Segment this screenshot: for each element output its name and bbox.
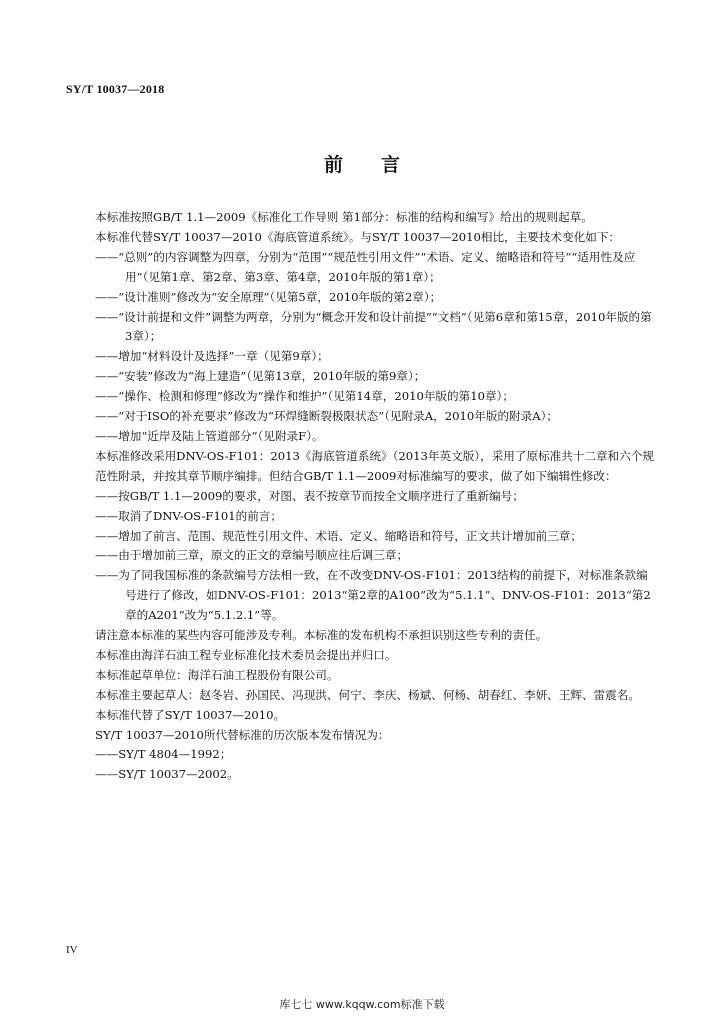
paragraph: ——增加“材料设计及选择”一章（见第9章）； [95,349,329,364]
page-title: 前言 [323,154,438,176]
paragraph: ——“安装”修改为“海上建造”（见第13章，2010年版的第9章）； [95,369,426,384]
paragraph: 本标准代替了SY/T 10037—2010。 [95,707,286,722]
paragraph: ——按GB/T 1.1—2009的要求，对图、表不按章节而按全文顺序进行了重新编号； [95,488,524,503]
paragraph: 本标准代替SY/T 10037—2010《海底管道系统》。与SY/T 10037—2010相比，主要技术变化如下： [95,229,621,244]
watermark-footer: 库七七 www.kqqw.com标准下载 [279,998,445,1011]
document-body [95,208,655,785]
paragraph: ——“设计前提和文件”调整为两章，分别为“概念开发和设计前提”“文档”（见第6章和第15章，2010年版的第3章）； [95,309,652,344]
paragraph: ——增加了前言、范围、规范性引用文件、术语、定义、缩略语和符号，正文共计增加前三章； [95,528,582,543]
paragraph: 本标准起草单位：海洋石油工程股份有限公司。 [95,667,339,682]
paragraph: ——“对于ISO的补充要求”修改为“环焊缝断裂极限状态”（见附录A，2010年版的附录A）； [95,409,558,424]
paragraph: 请注意本标准的某些内容可能涉及专利。本标准的发布机构不承担识别这些专利的责任。 [95,628,548,643]
paragraph: 本标准主要起草人：赵冬岩、孙国民、冯现洪、何宁、李庆、杨斌、何杨、胡春红、李妍、王辉、雷震名。 [95,687,640,702]
paragraph: 本标准由海洋石油工程专业标准化技术委员会提出并归口。 [95,647,397,662]
page-number: IV [66,944,78,956]
paragraph: ——增加“近岸及陆上管道部分”（见附录F）。 [95,428,324,443]
paragraph: ——为了同我国标准的条款编号方法相一致，在不改变DNV-OS-F101：2013结构的前提下，对标准条款编号进行了修改，如DNV-OS-F101：2013“第2章的A100”改为“5.1.1”、DNV-OS-F101：2013“第2章的A201”改为“5.1.2.1”等。 [95,568,651,623]
paragraph: 本标准按照GB/T 1.1—2009《标准化工作导则 第1部分：标准的结构和编写》给出的规则起草。 [95,210,593,224]
standard-number: SY/T 10037—2018 [66,82,165,96]
paragraph: ——由于增加前三章，原文的正文的章编号顺应往后调三章； [95,548,409,563]
paragraph: SY/T 10037—2010所代替标准的历次版本发布情况为： [95,727,390,742]
paragraph: ——“设计准则”修改为“安全原理”（见第5章，2010年版的第2章）； [95,289,442,304]
paragraph: 本标准修改采用DNV-OS-F101：2013《海底管道系统》（2013年英文版），采用了原标准共十二章和六个规范性附录，并按其章节顺序编排。但结合GB/T 1.1—2009对标准编写的要求，做了如下编辑性修改： [95,448,655,483]
paragraph: ——“总则”的内容调整为四章，分别为“范围”“规范性引用文件”“术语、定义、缩略语和符号”“适用性及应用”（见第1章、第2章、第3章、第4章，2010年版的第1章）； [95,249,636,284]
paragraph: ——“操作、检测和修理”修改为“操作和维护”（见第14章，2010年版的第10章）； [95,389,514,404]
paragraph: ——取消了DNV-OS-F101的前言； [95,508,282,523]
paragraph: ——SY/T 4804—1992； [95,747,232,762]
paragraph: ——SY/T 10037—2002。 [95,767,239,782]
